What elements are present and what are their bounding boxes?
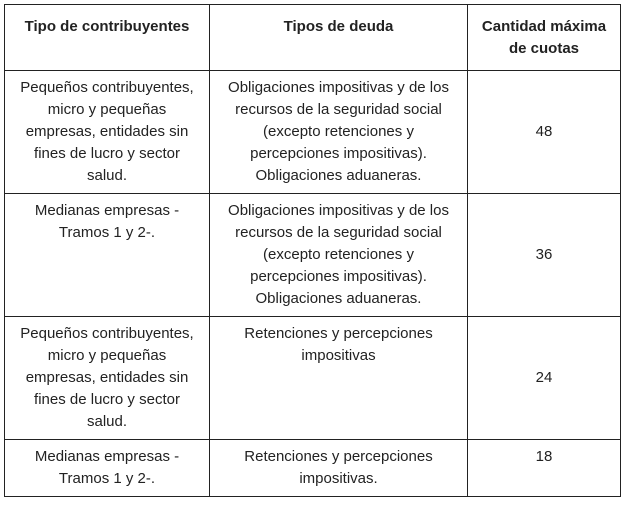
cell-cuotas: 36 — [468, 194, 621, 317]
cell-cuotas: 48 — [468, 71, 621, 194]
cell-cuotas: 24 — [468, 317, 621, 440]
header-cantidad-cuotas: Cantidad máxima de cuotas — [468, 5, 621, 71]
table-row — [5, 194, 621, 317]
table-container — [4, 4, 621, 497]
cell-deuda: Retenciones y percepciones impositivas — [210, 317, 468, 440]
table-row — [5, 317, 621, 440]
cell-tipo: Medianas empresas - Tramos 1 y 2-. — [5, 440, 210, 497]
header-tipos-deuda: Tipos de deuda — [210, 5, 468, 71]
cell-deuda: Obligaciones impositivas y de los recursos de la seguridad social (excepto retenciones y percepciones impositivas). Obligaciones aduaneras. — [210, 194, 468, 317]
cell-tipo: Pequeños contribuyentes, micro y pequeñas empresas, entidades sin fines de lucro y sector salud. — [5, 71, 210, 194]
installments-table — [4, 4, 621, 497]
cell-tipo: Pequeños contribuyentes, micro y pequeñas empresas, entidades sin fines de lucro y sector salud. — [5, 317, 210, 440]
header-row — [5, 5, 621, 71]
header-tipo-contribuyentes: Tipo de contribuyentes — [5, 5, 210, 71]
cell-deuda: Retenciones y percepciones impositivas. — [210, 440, 468, 497]
cell-cuotas: 18 — [468, 440, 621, 497]
cell-deuda: Obligaciones impositivas y de los recursos de la seguridad social (excepto retenciones y percepciones impositivas). Obligaciones aduaneras. — [210, 71, 468, 194]
table-row — [5, 71, 621, 194]
table-row — [5, 440, 621, 497]
cell-tipo: Medianas empresas - Tramos 1 y 2-. — [5, 194, 210, 317]
